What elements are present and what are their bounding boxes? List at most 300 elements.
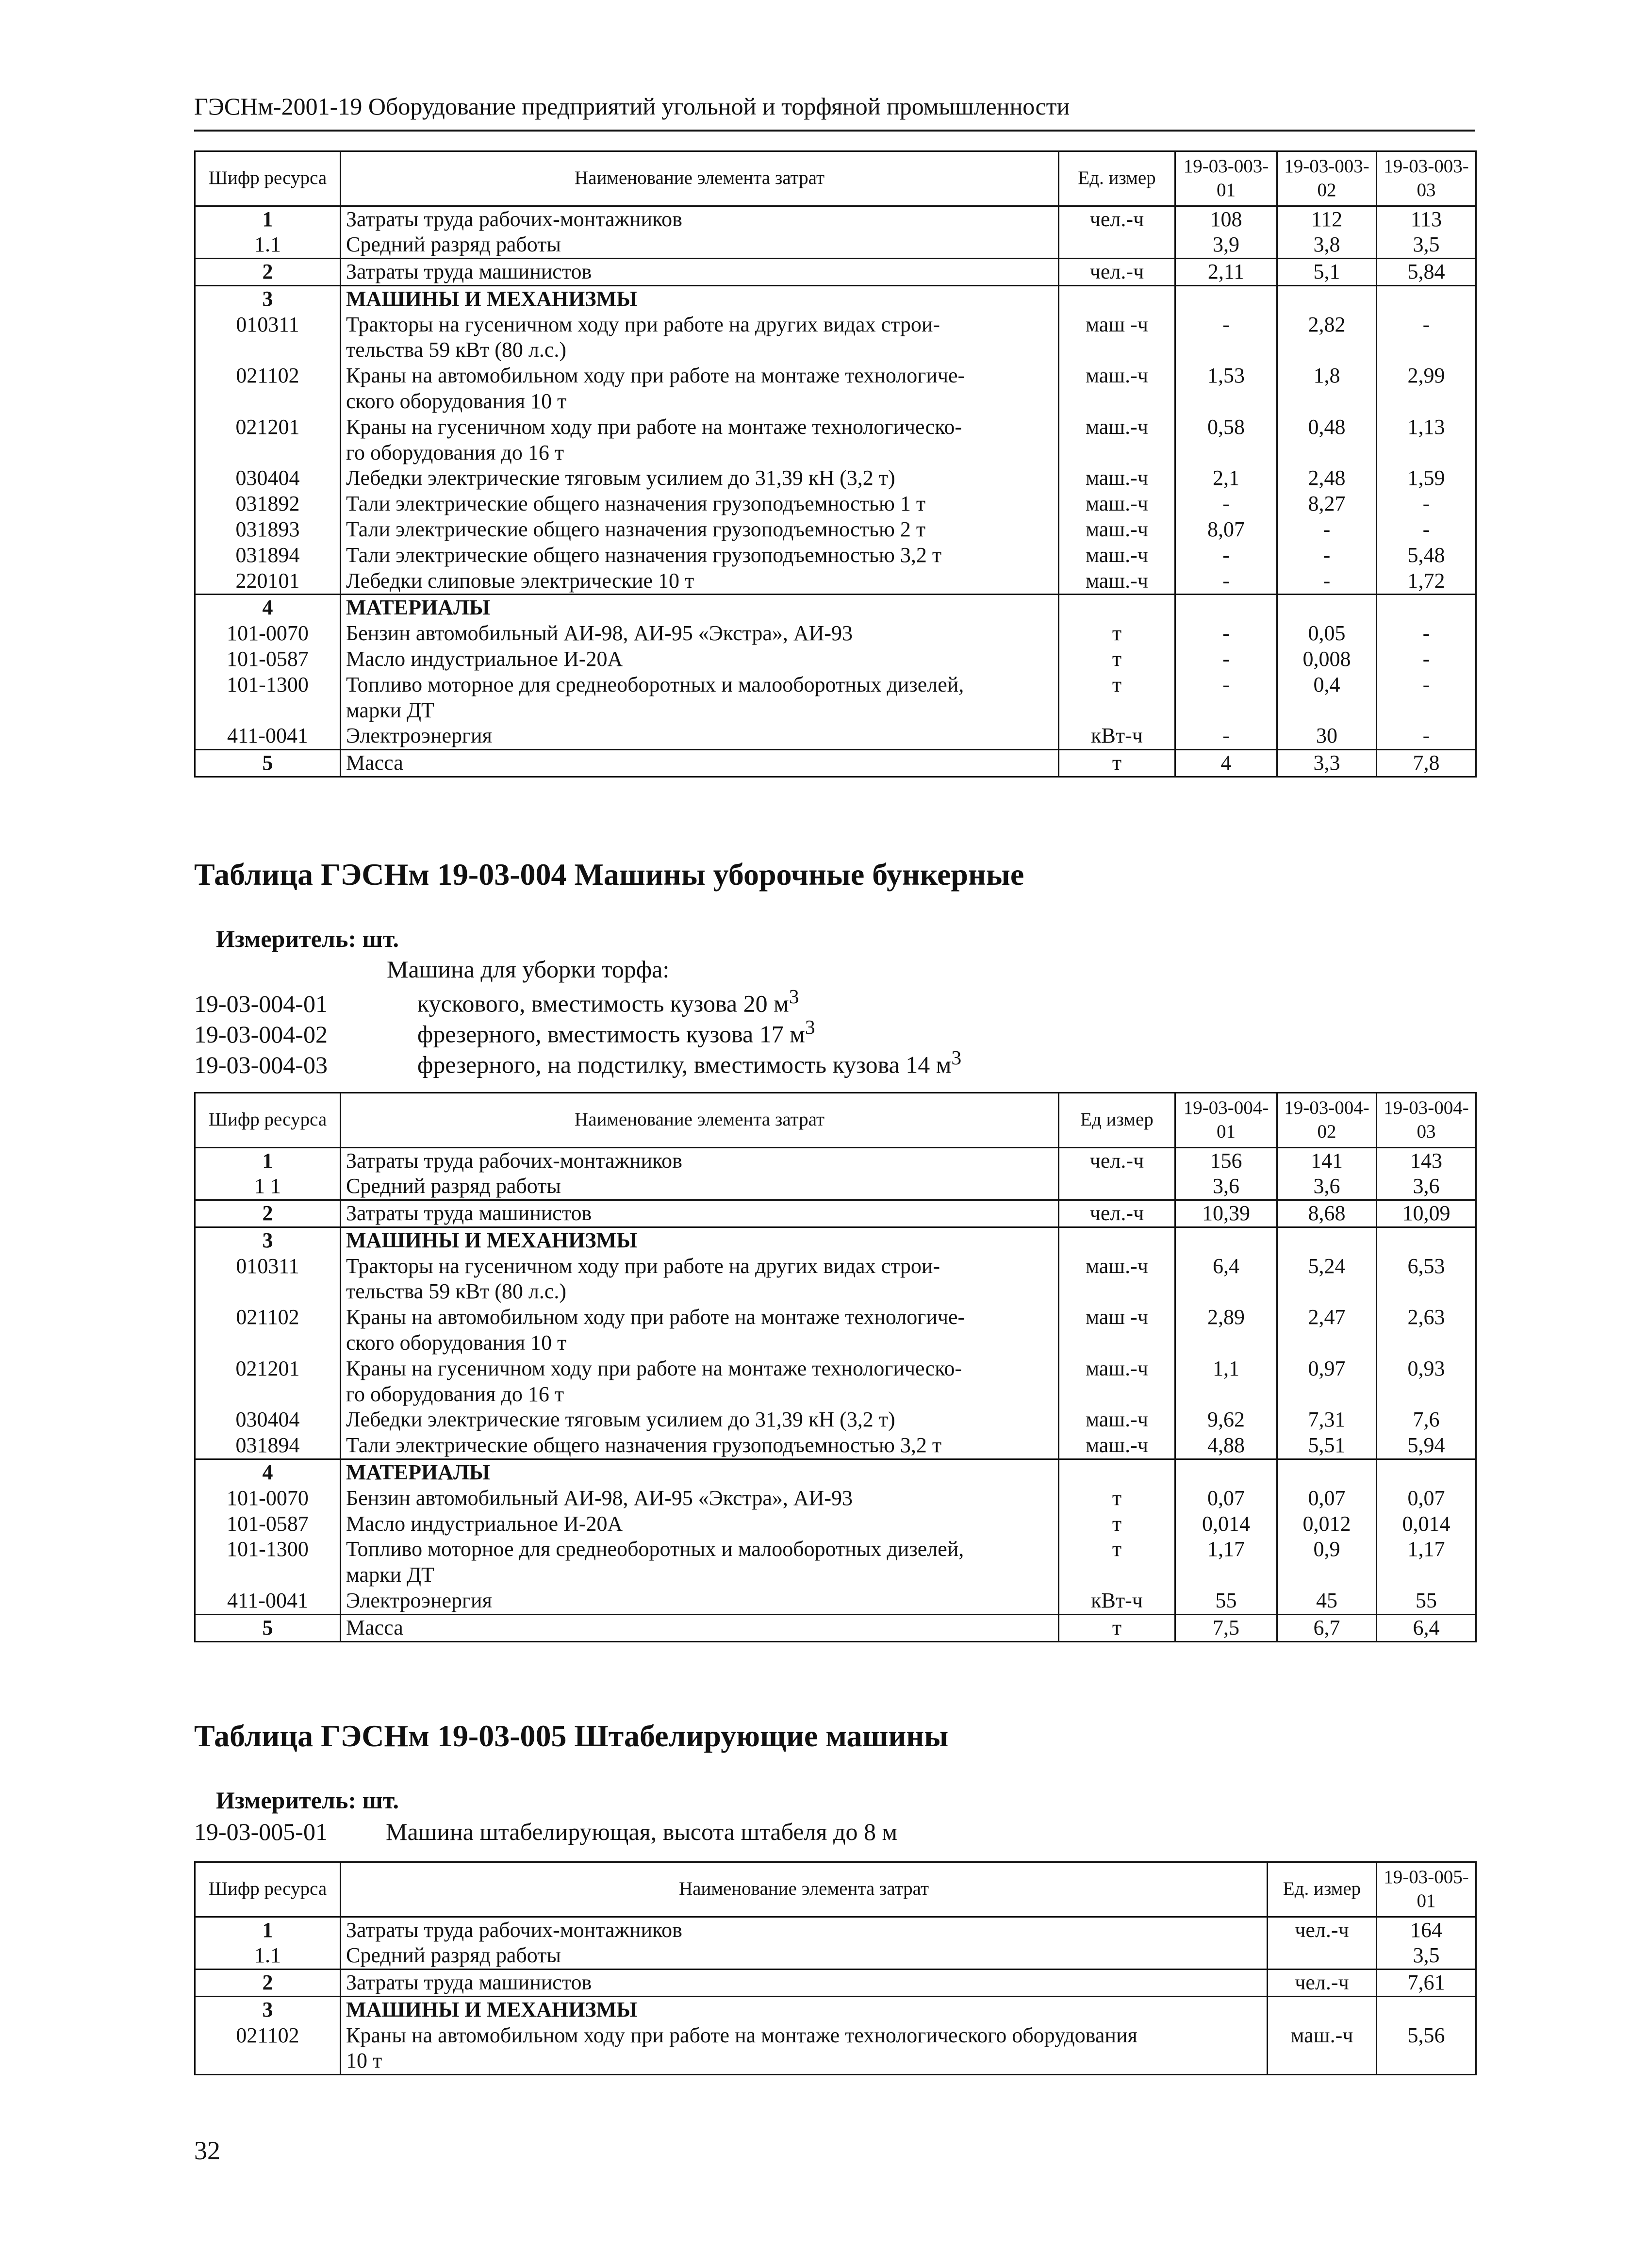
cost-element-name bbox=[341, 1486, 1059, 1511]
norm-value bbox=[1377, 1996, 1476, 2022]
table-title: Таблица ГЭСНм 19-03-005 Штабелирующие машины bbox=[194, 1719, 949, 1753]
norm-value: 55 bbox=[1175, 1588, 1277, 1614]
cost-element-name bbox=[341, 1614, 1059, 1641]
resource-code: 2 bbox=[195, 1200, 341, 1227]
norm-value: 55 bbox=[1377, 1588, 1476, 1614]
cost-element-name bbox=[341, 1227, 1059, 1253]
norm-value: 0,48 bbox=[1277, 414, 1377, 466]
norm-description: фрезерного, вместимость кузова 17 м bbox=[417, 1020, 805, 1048]
unit-of-measure bbox=[1059, 1227, 1175, 1253]
table-body bbox=[195, 1917, 1476, 2075]
table-body bbox=[195, 206, 1476, 777]
resource-code: 3 bbox=[195, 1227, 341, 1253]
norm-value: 5,1 bbox=[1277, 259, 1377, 286]
col-header-name: Наименование элемента затрат bbox=[341, 1093, 1059, 1148]
resource-code: 021102 bbox=[195, 363, 341, 414]
resource-code: 1 bbox=[195, 1917, 341, 1943]
unit-of-measure: маш.-ч bbox=[1059, 363, 1175, 414]
norm-intro: Машина для уборки торфа: bbox=[387, 956, 670, 983]
unit-of-measure: маш.-ч bbox=[1059, 1407, 1175, 1433]
norm-value: 2,47 bbox=[1277, 1305, 1377, 1356]
norm-value: 45 bbox=[1277, 1588, 1377, 1614]
norm-value: 7,6 bbox=[1377, 1407, 1476, 1433]
name-line: Масса bbox=[346, 1615, 403, 1639]
cost-element-name bbox=[341, 259, 1059, 286]
table-row bbox=[195, 232, 1476, 258]
norm-value: - bbox=[1277, 543, 1377, 568]
unit-of-measure: т bbox=[1059, 750, 1175, 777]
norm-value: 3,8 bbox=[1277, 232, 1377, 258]
norm-value: - bbox=[1277, 517, 1377, 543]
table-row bbox=[195, 1917, 1476, 1943]
name-line: Масло индустриальное И-20А bbox=[346, 1511, 623, 1536]
norm-value: - bbox=[1175, 543, 1277, 568]
name-line: МАШИНЫ И МЕХАНИЗМЫ bbox=[346, 1997, 638, 2021]
unit-of-measure: маш.-ч bbox=[1059, 491, 1175, 517]
name-line-continued: ского оборудования 10 т bbox=[346, 389, 567, 414]
cost-element-name bbox=[341, 1200, 1059, 1227]
unit-of-measure: маш -ч bbox=[1059, 1305, 1175, 1356]
name-line: МАТЕРИАЛЫ bbox=[346, 1460, 490, 1485]
unit-of-measure: чел.-ч bbox=[1059, 259, 1175, 286]
table-row bbox=[195, 1356, 1476, 1407]
norm-value: 112 bbox=[1277, 206, 1377, 232]
col-header-code: Шифр ресурса bbox=[195, 1862, 341, 1917]
norm-value: - bbox=[1377, 491, 1476, 517]
norm-value: 1,13 bbox=[1377, 414, 1476, 466]
norm-value: 0,008 bbox=[1277, 646, 1377, 672]
resource-code: 030404 bbox=[195, 1407, 341, 1433]
norm-table-19-03-005 bbox=[194, 1861, 1477, 2075]
running-head: ГЭСНм-2001-19 Оборудование предприятий угольной и торфяной промышленности bbox=[194, 93, 1070, 120]
unit-of-measure: маш.-ч bbox=[1268, 2023, 1377, 2075]
name-line: Электроэнергия bbox=[346, 724, 492, 748]
table-row bbox=[195, 1227, 1476, 1253]
norm-value: - bbox=[1175, 312, 1277, 364]
norm-value: 30 bbox=[1277, 723, 1377, 749]
unit-of-measure: маш -ч bbox=[1059, 312, 1175, 364]
resource-code: 031894 bbox=[195, 543, 341, 568]
resource-code: 5 bbox=[195, 1614, 341, 1641]
norm-value: 0,4 bbox=[1277, 672, 1377, 724]
name-line-continued: тельства 59 кВт (80 л.с.) bbox=[346, 338, 567, 362]
unit-of-measure bbox=[1268, 1943, 1377, 1969]
meter-value: шт. bbox=[362, 1787, 399, 1814]
table-row bbox=[195, 414, 1476, 466]
superscript: 3 bbox=[951, 1047, 962, 1069]
col-header-code: Шифр ресурса bbox=[195, 1093, 341, 1148]
norm-value: 143 bbox=[1377, 1147, 1476, 1174]
col-header-norm: 19-03-005-01 bbox=[1377, 1862, 1476, 1917]
meter-label: Измеритель: bbox=[216, 925, 357, 952]
cost-element-name bbox=[341, 1588, 1059, 1614]
header-rule bbox=[194, 130, 1475, 132]
norm-code: 19-03-004-01 bbox=[194, 990, 328, 1017]
norm-value bbox=[1175, 595, 1277, 621]
resource-code: 1 1 bbox=[195, 1174, 341, 1200]
norm-code: 19-03-004-03 bbox=[194, 1051, 328, 1078]
norm-value: 0,012 bbox=[1277, 1511, 1377, 1537]
unit-of-measure: чел.-ч bbox=[1059, 1147, 1175, 1174]
table-row bbox=[195, 1486, 1476, 1511]
cost-element-name bbox=[341, 1970, 1268, 1997]
norm-value: - bbox=[1175, 491, 1277, 517]
table-row bbox=[195, 1254, 1476, 1305]
name-line: Тали электрические общего назначения грузоподъемностью 3,2 т bbox=[346, 543, 942, 567]
cost-element-name bbox=[341, 1459, 1059, 1486]
name-line: МАШИНЫ И МЕХАНИЗМЫ bbox=[346, 286, 638, 311]
norm-value: 2,89 bbox=[1175, 1305, 1277, 1356]
resource-code: 021102 bbox=[195, 2023, 341, 2075]
col-header-unit: Ед измер bbox=[1059, 1093, 1175, 1148]
cost-element-name bbox=[341, 1511, 1059, 1537]
norm-value: 3,6 bbox=[1377, 1174, 1476, 1200]
table-row bbox=[195, 1614, 1476, 1641]
norm-value: 2,1 bbox=[1175, 465, 1277, 491]
name-line: Средний разряд работы bbox=[346, 1943, 561, 1968]
norm-value: 113 bbox=[1377, 206, 1476, 232]
norm-value: 0,58 bbox=[1175, 414, 1277, 466]
table-row bbox=[195, 1305, 1476, 1356]
unit-of-measure: т bbox=[1059, 1537, 1175, 1588]
resource-code: 021102 bbox=[195, 1305, 341, 1356]
name-line: МАТЕРИАЛЫ bbox=[346, 596, 490, 620]
col-header-norm: 19-03-003-01 bbox=[1175, 151, 1277, 206]
norm-value: 10,39 bbox=[1175, 1200, 1277, 1227]
cost-element-name bbox=[341, 1433, 1059, 1459]
cost-element-name bbox=[341, 465, 1059, 491]
cost-element-name bbox=[341, 517, 1059, 543]
resource-code: 2 bbox=[195, 1970, 341, 1997]
norm-value: 0,05 bbox=[1277, 621, 1377, 646]
meter-line bbox=[216, 1786, 399, 1814]
unit-of-measure: маш.-ч bbox=[1059, 1433, 1175, 1459]
norm-value: 0,9 bbox=[1277, 1537, 1377, 1588]
norm-value: 6,53 bbox=[1377, 1254, 1476, 1305]
table-row bbox=[195, 312, 1476, 364]
norm-value: 8,07 bbox=[1175, 517, 1277, 543]
name-line: Затраты труда машинистов bbox=[346, 1201, 592, 1225]
norm-value: 1,17 bbox=[1175, 1537, 1277, 1588]
table-row bbox=[195, 259, 1476, 286]
resource-code: 101-1300 bbox=[195, 672, 341, 724]
norm-value bbox=[1377, 285, 1476, 312]
cost-element-name bbox=[341, 1917, 1268, 1943]
name-line: Топливо моторное для среднеоборотных и малооборотных дизелей, bbox=[346, 672, 964, 696]
resource-code: 1.1 bbox=[195, 1943, 341, 1969]
name-line: Лебедки электрические тяговым усилием до 31,39 кН (3,2 т) bbox=[346, 466, 895, 490]
unit-of-measure bbox=[1059, 285, 1175, 312]
cost-element-name bbox=[341, 206, 1059, 232]
name-line: Средний разряд работы bbox=[346, 1174, 561, 1198]
table-row bbox=[195, 491, 1476, 517]
unit-of-measure: маш.-ч bbox=[1059, 543, 1175, 568]
name-line-continued: 10 т bbox=[346, 2049, 382, 2073]
norm-value: 1,59 bbox=[1377, 465, 1476, 491]
norm-value: 0,07 bbox=[1377, 1486, 1476, 1511]
unit-of-measure: маш.-ч bbox=[1059, 568, 1175, 595]
norm-value: 6,7 bbox=[1277, 1614, 1377, 1641]
col-header-norm: 19-03-004-03 bbox=[1377, 1093, 1476, 1148]
norm-value: - bbox=[1175, 621, 1277, 646]
table-row bbox=[195, 517, 1476, 543]
meter-label: Измеритель: bbox=[216, 1787, 357, 1814]
cost-element-name bbox=[341, 1407, 1059, 1433]
norm-value: 0,014 bbox=[1377, 1511, 1476, 1537]
col-header-norm: 19-03-003-02 bbox=[1277, 151, 1377, 206]
unit-of-measure bbox=[1059, 1459, 1175, 1486]
norm-value: 5,51 bbox=[1277, 1433, 1377, 1459]
table-body bbox=[195, 1147, 1476, 1641]
norm-value bbox=[1277, 595, 1377, 621]
cost-element-name bbox=[341, 646, 1059, 672]
norm-value: - bbox=[1175, 723, 1277, 749]
table-row bbox=[195, 568, 1476, 595]
resource-code: 101-0587 bbox=[195, 1511, 341, 1537]
norm-value: - bbox=[1377, 621, 1476, 646]
name-line: Лебедки слиповые электрические 10 т bbox=[346, 568, 694, 593]
name-line: Лебедки электрические тяговым усилием до 31,39 кН (3,2 т) bbox=[346, 1407, 895, 1432]
resource-code: 3 bbox=[195, 285, 341, 312]
meter-line bbox=[216, 925, 399, 953]
table-row bbox=[195, 1943, 1476, 1969]
name-line-continued: го оборудования до 16 т bbox=[346, 1382, 564, 1406]
cost-element-name bbox=[341, 723, 1059, 749]
norm-value bbox=[1377, 1459, 1476, 1486]
norm-value: 6,4 bbox=[1377, 1614, 1476, 1641]
resource-code: 2 bbox=[195, 259, 341, 286]
resource-code: 220101 bbox=[195, 568, 341, 595]
norm-value: 7,8 bbox=[1377, 750, 1476, 777]
resource-code: 101-0587 bbox=[195, 646, 341, 672]
norm-value: 8,68 bbox=[1277, 1200, 1377, 1227]
unit-of-measure: т bbox=[1059, 1486, 1175, 1511]
norm-value: 7,61 bbox=[1377, 1970, 1476, 1997]
norm-value bbox=[1277, 1459, 1377, 1486]
resource-code: 021201 bbox=[195, 1356, 341, 1407]
col-header-name: Наименование элемента затрат bbox=[341, 1862, 1268, 1917]
unit-of-measure: чел.-ч bbox=[1059, 1200, 1175, 1227]
norm-value: 156 bbox=[1175, 1147, 1277, 1174]
norm-value: 6,4 bbox=[1175, 1254, 1277, 1305]
name-line: Краны на гусеничном ходу при работе на монтаже технологическо- bbox=[346, 414, 962, 439]
name-line: Бензин автомобильный АИ-98, АИ-95 «Экстра», АИ-93 bbox=[346, 1486, 853, 1510]
norm-value: 7,31 bbox=[1277, 1407, 1377, 1433]
cost-element-name bbox=[341, 1254, 1059, 1305]
unit-of-measure: маш.-ч bbox=[1059, 465, 1175, 491]
norm-value: 5,24 bbox=[1277, 1254, 1377, 1305]
col-header-norm: 19-03-003-03 bbox=[1377, 151, 1476, 206]
resource-code: 010311 bbox=[195, 312, 341, 364]
norm-value bbox=[1175, 285, 1277, 312]
norm-value: - bbox=[1377, 723, 1476, 749]
resource-code: 3 bbox=[195, 1996, 341, 2022]
norm-value: 1,8 bbox=[1277, 363, 1377, 414]
resource-code: 101-0070 bbox=[195, 1486, 341, 1511]
table-row bbox=[195, 1147, 1476, 1174]
norm-value: 3,9 bbox=[1175, 232, 1277, 258]
superscript: 3 bbox=[789, 986, 799, 1008]
name-line: Краны на гусеничном ходу при работе на монтаже технологическо- bbox=[346, 1356, 962, 1380]
table-row bbox=[195, 285, 1476, 312]
norm-code: 19-03-005-01 bbox=[194, 1818, 328, 1845]
name-line: МАШИНЫ И МЕХАНИЗМЫ bbox=[346, 1228, 638, 1252]
unit-of-measure: кВт-ч bbox=[1059, 723, 1175, 749]
name-line: Тракторы на гусеничном ходу при работе на других видах строи- bbox=[346, 312, 940, 336]
unit-of-measure bbox=[1059, 595, 1175, 621]
name-line: Тали электрические общего назначения грузоподъемностью 3,2 т bbox=[346, 1433, 942, 1457]
norm-value bbox=[1175, 1459, 1277, 1486]
unit-of-measure: т bbox=[1059, 672, 1175, 724]
norm-item bbox=[194, 1046, 961, 1079]
unit-of-measure bbox=[1059, 1174, 1175, 1200]
cost-element-name bbox=[341, 1356, 1059, 1407]
norm-value: 10,09 bbox=[1377, 1200, 1476, 1227]
norm-value: 0,07 bbox=[1175, 1486, 1277, 1511]
norm-value: 141 bbox=[1277, 1147, 1377, 1174]
cost-element-name bbox=[341, 363, 1059, 414]
name-line: Масло индустриальное И-20А bbox=[346, 647, 623, 671]
cost-element-name bbox=[341, 672, 1059, 724]
table-row bbox=[195, 1433, 1476, 1459]
name-line: Затраты труда машинистов bbox=[346, 1970, 592, 1995]
norm-value: 9,62 bbox=[1175, 1407, 1277, 1433]
norm-value: - bbox=[1377, 672, 1476, 724]
norm-value: 3,5 bbox=[1377, 232, 1476, 258]
norm-value bbox=[1377, 595, 1476, 621]
norm-table-19-03-003 bbox=[194, 150, 1477, 778]
resource-code: 101-0070 bbox=[195, 621, 341, 646]
cost-element-name bbox=[341, 1174, 1059, 1200]
table-row bbox=[195, 750, 1476, 777]
table-row bbox=[195, 672, 1476, 724]
name-line-continued: ского оборудования 10 т bbox=[346, 1331, 567, 1355]
cost-element-name bbox=[341, 312, 1059, 364]
name-line: Затраты труда машинистов bbox=[346, 260, 592, 284]
norm-value: 2,11 bbox=[1175, 259, 1277, 286]
cost-element-name bbox=[341, 414, 1059, 466]
name-line: Затраты труда рабочих-монтажников bbox=[346, 207, 682, 231]
unit-of-measure: чел.-ч bbox=[1268, 1917, 1377, 1943]
norm-description: Машина штабелирующая, высота штабеля до 8 м bbox=[386, 1818, 898, 1845]
norm-value bbox=[1277, 1227, 1377, 1253]
norm-value bbox=[1175, 1227, 1277, 1253]
table-row bbox=[195, 465, 1476, 491]
norm-value: 108 bbox=[1175, 206, 1277, 232]
name-line: Тали электрические общего назначения грузоподъемностью 1 т bbox=[346, 492, 926, 516]
cost-element-name bbox=[341, 2023, 1268, 2075]
name-line: Затраты труда рабочих-монтажников bbox=[346, 1148, 682, 1173]
name-line: Тали электрические общего назначения грузоподъемностью 2 т bbox=[346, 517, 926, 542]
resource-code: 5 bbox=[195, 750, 341, 777]
name-line-continued: марки ДТ bbox=[346, 1563, 434, 1587]
table-row bbox=[195, 595, 1476, 621]
norm-value: 4 bbox=[1175, 750, 1277, 777]
resource-code: 031893 bbox=[195, 517, 341, 543]
cost-element-name bbox=[341, 1943, 1268, 1969]
superscript: 3 bbox=[805, 1016, 815, 1039]
norm-value: 2,48 bbox=[1277, 465, 1377, 491]
unit-of-measure bbox=[1268, 1996, 1377, 2022]
table-row bbox=[195, 1459, 1476, 1486]
name-line: Топливо моторное для среднеоборотных и малооборотных дизелей, bbox=[346, 1537, 964, 1561]
unit-of-measure: чел.-ч bbox=[1268, 1970, 1377, 1997]
table-title: Таблица ГЭСНм 19-03-004 Машины уборочные бункерные bbox=[194, 857, 1024, 892]
cost-element-name bbox=[341, 1996, 1268, 2022]
cost-element-name bbox=[341, 621, 1059, 646]
norm-value: 2,99 bbox=[1377, 363, 1476, 414]
name-line: Электроэнергия bbox=[346, 1589, 492, 1613]
cost-element-name bbox=[341, 491, 1059, 517]
norm-value: 2,63 bbox=[1377, 1305, 1476, 1356]
norm-value: 1,1 bbox=[1175, 1356, 1277, 1407]
norm-value: - bbox=[1175, 672, 1277, 724]
norm-value: 1,53 bbox=[1175, 363, 1277, 414]
table-row bbox=[195, 1537, 1476, 1588]
norm-value: - bbox=[1277, 568, 1377, 595]
table-row bbox=[195, 621, 1476, 646]
name-line: Затраты труда рабочих-монтажников bbox=[346, 1918, 682, 1942]
table-row bbox=[195, 1174, 1476, 1200]
norm-table-19-03-004 bbox=[194, 1092, 1477, 1642]
unit-of-measure bbox=[1059, 232, 1175, 258]
norm-value: 3,6 bbox=[1277, 1174, 1377, 1200]
table-row bbox=[195, 1200, 1476, 1227]
unit-of-measure: т bbox=[1059, 621, 1175, 646]
name-line: Бензин автомобильный АИ-98, АИ-95 «Экстра», АИ-93 bbox=[346, 621, 853, 646]
norm-value: 5,94 bbox=[1377, 1433, 1476, 1459]
norm-value: - bbox=[1377, 646, 1476, 672]
name-line-continued: го оборудования до 16 т bbox=[346, 440, 564, 464]
col-header-name: Наименование элемента затрат bbox=[341, 151, 1059, 206]
norm-value: 0,97 bbox=[1277, 1356, 1377, 1407]
cost-element-name bbox=[341, 285, 1059, 312]
resource-code: 1.1 bbox=[195, 232, 341, 258]
name-line: Краны на автомобильном ходу при работе на монтаже технологиче- bbox=[346, 364, 965, 388]
cost-element-name bbox=[341, 543, 1059, 568]
unit-of-measure: маш.-ч bbox=[1059, 1254, 1175, 1305]
resource-code: 1 bbox=[195, 206, 341, 232]
table-row bbox=[195, 1996, 1476, 2022]
norm-value: 2,82 bbox=[1277, 312, 1377, 364]
unit-of-measure: т bbox=[1059, 1511, 1175, 1537]
norm-value: 0,014 bbox=[1175, 1511, 1277, 1537]
resource-code: 010311 bbox=[195, 1254, 341, 1305]
table-row bbox=[195, 206, 1476, 232]
norm-value bbox=[1277, 285, 1377, 312]
table-row bbox=[195, 2023, 1476, 2075]
norm-value: 1,17 bbox=[1377, 1537, 1476, 1588]
norm-value: - bbox=[1377, 312, 1476, 364]
resource-code: 411-0041 bbox=[195, 1588, 341, 1614]
table-row bbox=[195, 363, 1476, 414]
table-row bbox=[195, 543, 1476, 568]
table-row bbox=[195, 1970, 1476, 1997]
cost-element-name bbox=[341, 568, 1059, 595]
unit-of-measure: маш.-ч bbox=[1059, 1356, 1175, 1407]
col-header-norm: 19-03-004-02 bbox=[1277, 1093, 1377, 1148]
name-line-continued: марки ДТ bbox=[346, 698, 434, 722]
unit-of-measure: т bbox=[1059, 1614, 1175, 1641]
norm-value bbox=[1377, 1227, 1476, 1253]
cost-element-name bbox=[341, 232, 1059, 258]
norm-value: 164 bbox=[1377, 1917, 1476, 1943]
norm-value: 0,07 bbox=[1277, 1486, 1377, 1511]
table-row bbox=[195, 1588, 1476, 1614]
cost-element-name bbox=[341, 595, 1059, 621]
norm-value: 1,72 bbox=[1377, 568, 1476, 595]
norm-value: 3,3 bbox=[1277, 750, 1377, 777]
